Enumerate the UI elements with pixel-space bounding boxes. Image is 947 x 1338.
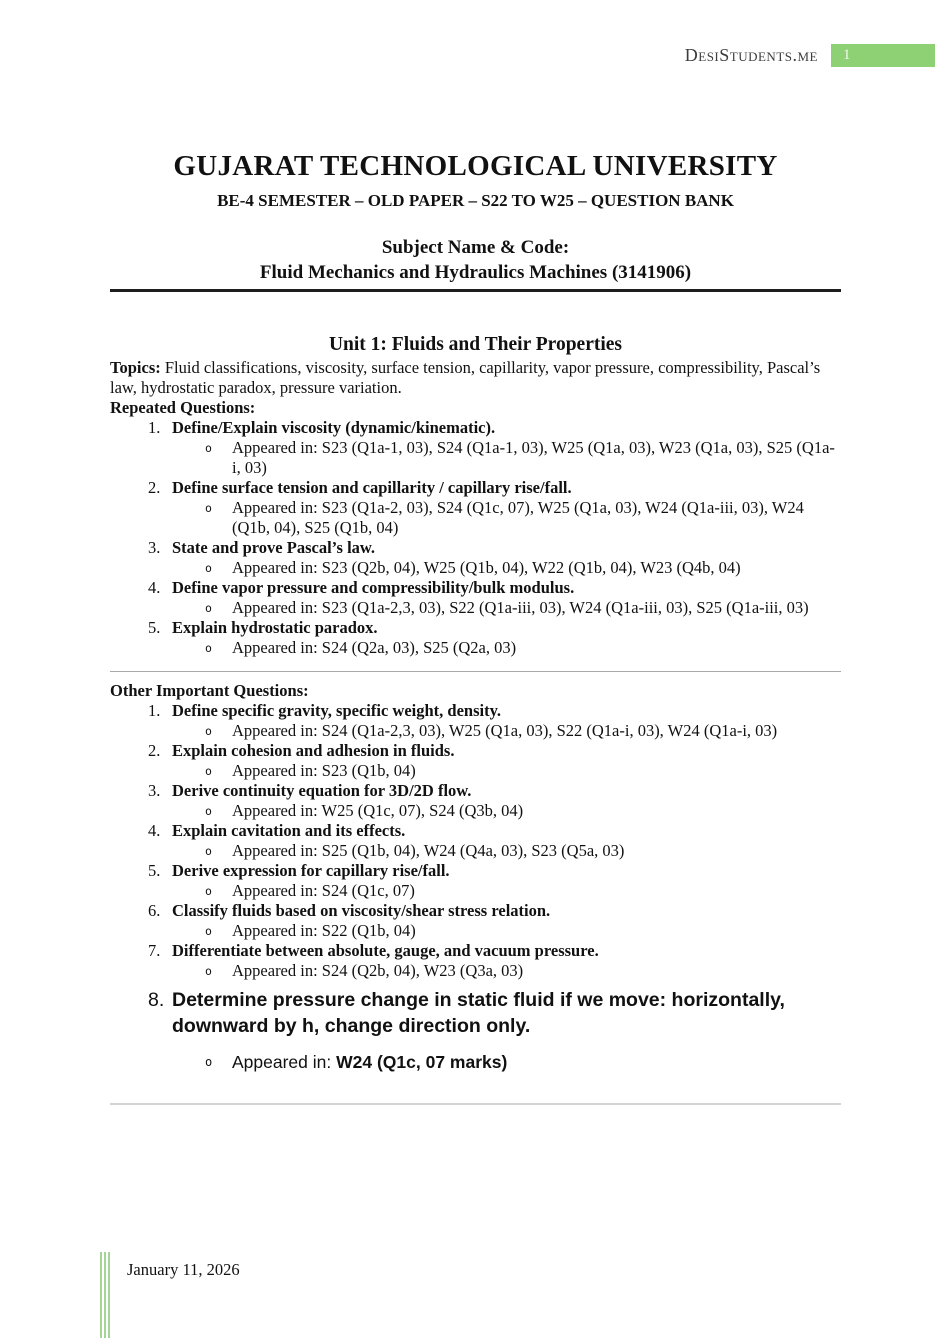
item-number: 8. <box>148 989 165 1011</box>
list-item <box>110 618 841 658</box>
list-item <box>110 941 841 981</box>
list-item <box>110 578 841 618</box>
list-item <box>110 538 841 578</box>
question-text: Differentiate between absolute, gauge, and vacuum pressure. <box>172 941 599 960</box>
question-text: Define specific gravity, specific weight, density. <box>172 701 502 720</box>
item-number: 1. <box>148 418 161 437</box>
topics-text: Fluid classifications, viscosity, surface tension, capillarity, vapor pressure, compressibility, Pascal’s law, hydrostatic paradox, pressure variation. <box>110 358 821 397</box>
title-divider <box>110 289 841 292</box>
circle-bullet-icon: o <box>205 1055 213 1069</box>
subject-name: Fluid Mechanics and Hydraulics Machines (3141906) <box>259 262 692 283</box>
item-number: 4. <box>148 578 161 597</box>
paper-subtitle: BE-4 SEMESTER – OLD PAPER – S22 TO W25 – QUESTION BANK <box>217 191 734 210</box>
item-number: 1. <box>148 701 161 720</box>
appeared-in-text: Appeared in: S25 (Q1b, 04), W24 (Q4a, 03), S23 (Q5a, 03) <box>232 841 625 860</box>
item-number: 2. <box>148 741 161 760</box>
footer-accent-bars-icon <box>100 1252 112 1338</box>
item-number: 4. <box>148 821 161 840</box>
item-number: 5. <box>148 861 161 880</box>
list-item <box>110 781 841 821</box>
other-questions-list <box>110 701 841 1074</box>
appeared-label: Appeared in: <box>232 1052 337 1072</box>
other-questions-heading: Other Important Questions: <box>110 681 309 700</box>
question-text: Explain cavitation and its effects. <box>172 821 406 840</box>
document-content <box>110 0 841 1113</box>
appeared-value: W24 (Q1c, 07 marks) <box>336 1052 508 1072</box>
item-number: 3. <box>148 538 161 557</box>
appeared-in-text: Appeared in: S23 (Q1a-1, 03), S24 (Q1a-1, 03), W25 (Q1a, 03), W23 (Q1a, 03), S25 (Q1a-i, 03) <box>232 438 835 477</box>
circle-bullet-icon: o <box>205 924 212 938</box>
list-item <box>110 861 841 901</box>
appeared-in-text: Appeared in: S23 (Q1a-2,3, 03), S22 (Q1a-iii, 03), W24 (Q1a-iii, 03), S25 (Q1a-iii, 03) <box>232 598 809 617</box>
question-text <box>172 987 841 1039</box>
section-divider <box>110 671 841 672</box>
subject-label: Subject Name & Code: <box>381 237 570 258</box>
page-number: 1 <box>843 47 851 63</box>
item-number: 3. <box>148 781 161 800</box>
question-text: Classify fluids based on viscosity/shear stress relation. <box>172 901 551 920</box>
list-item <box>110 821 841 861</box>
topics-paragraph <box>110 358 841 398</box>
circle-bullet-icon: o <box>205 804 212 818</box>
appeared-in-text: Appeared in: S24 (Q1a-2,3, 03), W25 (Q1a, 03), S22 (Q1a-i, 03), W24 (Q1a-i, 03) <box>232 721 778 740</box>
appeared-in-text: Appeared in: S24 (Q2a, 03), S25 (Q2a, 03) <box>232 638 517 657</box>
circle-bullet-icon: o <box>205 501 212 515</box>
question-text: State and prove Pascal’s law. <box>172 538 376 557</box>
item-number: 6. <box>148 901 161 920</box>
circle-bullet-icon: o <box>205 641 212 655</box>
appeared-in-text <box>232 1050 841 1074</box>
topics-label: Topics: <box>110 358 161 377</box>
list-item <box>110 987 841 1074</box>
site-name: DesiStudents.me <box>684 45 818 65</box>
university-title: GUJARAT TECHNOLOGICAL UNIVERSITY <box>173 150 778 182</box>
question-text: Derive expression for capillary rise/fall. <box>172 861 450 880</box>
circle-bullet-icon: o <box>205 844 212 858</box>
item-number: 7. <box>148 941 161 960</box>
list-item <box>110 741 841 781</box>
question-text: Explain cohesion and adhesion in fluids. <box>172 741 455 760</box>
question-text: Define vapor pressure and compressibility/bulk modulus. <box>172 578 575 597</box>
circle-bullet-icon: o <box>205 964 212 978</box>
appeared-in-text: Appeared in: S23 (Q1a-2, 03), S24 (Q1c, 07), W25 (Q1a, 03), W24 (Q1a-iii, 03), W24 (Q1b, 04), S25 (Q1b, 04) <box>232 498 804 537</box>
item-number: 5. <box>148 618 161 637</box>
question-text: Define/Explain viscosity (dynamic/kinematic). <box>172 418 496 437</box>
page-number-badge <box>831 44 935 67</box>
list-item <box>110 901 841 941</box>
circle-bullet-icon: o <box>205 884 212 898</box>
repeated-questions-heading: Repeated Questions: <box>110 398 256 417</box>
question-text: Derive continuity equation for 3D/2D flow. <box>172 781 472 800</box>
list-item <box>110 418 841 478</box>
bottom-divider <box>110 1103 841 1105</box>
list-item <box>110 478 841 538</box>
appeared-in-text: Appeared in: S24 (Q2b, 04), W23 (Q3a, 03) <box>232 961 524 980</box>
appeared-in-text: Appeared in: W25 (Q1c, 07), S24 (Q3b, 04) <box>232 801 524 820</box>
appeared-in-text: Appeared in: S24 (Q1c, 07) <box>232 881 415 900</box>
appeared-in-text: Appeared in: S23 (Q1b, 04) <box>232 761 416 780</box>
question-line-1: Determine pressure change in static fluid if we move: horizontally, <box>172 989 785 1011</box>
circle-bullet-icon: o <box>205 561 212 575</box>
repeated-questions-list <box>110 418 841 658</box>
circle-bullet-icon: o <box>205 764 212 778</box>
question-line-2: downward by h, change direction only. <box>172 1015 531 1037</box>
unit-heading: Unit 1: Fluids and Their Properties <box>328 334 623 355</box>
question-text: Explain hydrostatic paradox. <box>172 618 378 637</box>
appeared-in-text: Appeared in: S23 (Q2b, 04), W25 (Q1b, 04), W22 (Q1b, 04), W23 (Q4b, 04) <box>232 558 741 577</box>
footer-date: January 11, 2026 <box>127 1260 240 1279</box>
list-item <box>110 701 841 741</box>
appeared-in-text: Appeared in: S22 (Q1b, 04) <box>232 921 416 940</box>
circle-bullet-icon: o <box>205 601 212 615</box>
item-number: 2. <box>148 478 161 497</box>
question-text: Define surface tension and capillarity / capillary rise/fall. <box>172 478 572 497</box>
circle-bullet-icon: o <box>205 441 212 455</box>
circle-bullet-icon: o <box>205 724 212 738</box>
